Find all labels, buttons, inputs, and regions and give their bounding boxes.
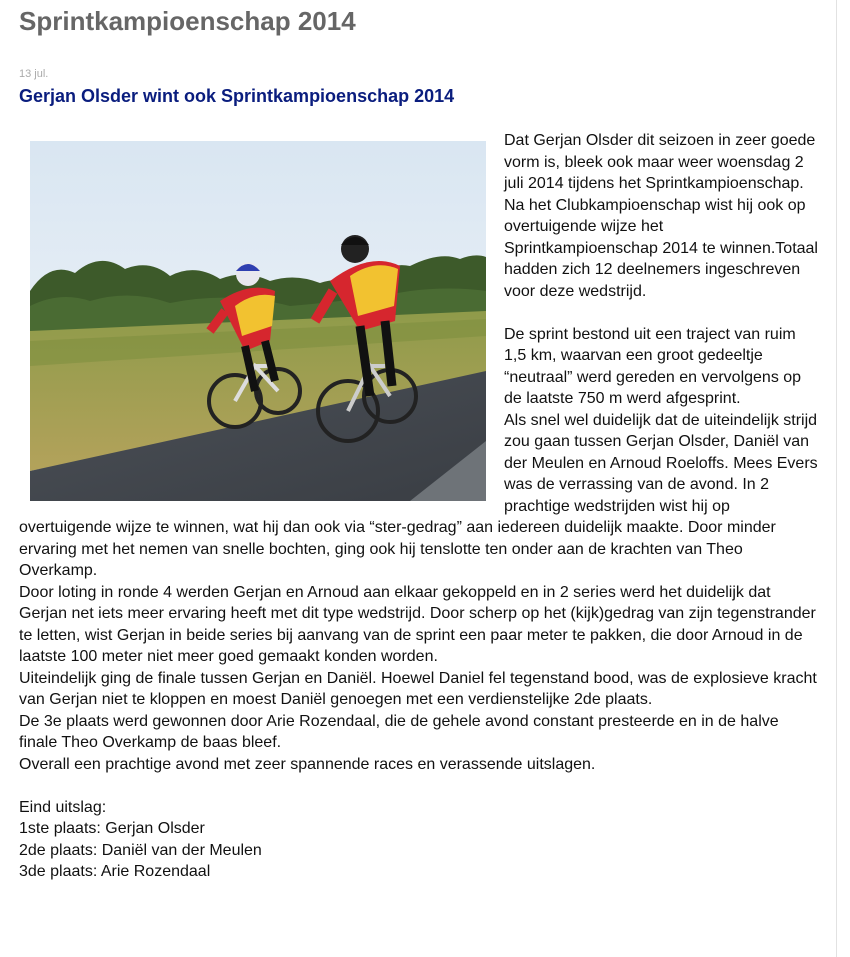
paragraph-5: Uiteindelijk ging de finale tussen Gerjan en Daniël. Hoewel Daniel fel tegenstand bood, was de explosieve kracht van Gerjan niet te kloppen en moest Daniël genoegen met een verdienstelijke 2de plaats. [19,669,817,708]
paragraph-2: De sprint bestond uit een traject van ruim 1,5 km, waarvan een groot gedeeltje “neutraal” werd gereden en vervolgens op de laatste 750 m werd afgesprint. [504,325,802,407]
paragraph-4: Door loting in ronde 4 werden Gerjan en Arnoud aan elkaar gekoppeld en in 2 series werd het duidelijk dat Gerjan net iets meer ervaring heeft met dit type wedstrijd. Door scherp op het (kijk)gedrag van zijn tegenstrander te letten, wist Gerjan in beide series bij aanvang van de sprint een paar meter te pakken, die door Arnoud in de laatste 100 meter niet meer goed gemaakt konden worden. [19,583,816,665]
result-third: 3de plaats: Arie Rozendaal [19,863,211,880]
paragraph-1: Dat Gerjan Olsder dit seizoen in zeer goede vorm is, bleek ook maar weer woensdag 2 juli 2014 tijdens het Sprintkampioenschap. Na het Clubkampioenschap wist hij ook op overtuigende wijze het Sprintkampioenschap 2014 te winnen.Totaal hadden zich 12 deelnemers ingeschreven voor deze wedstrijd. [504,132,818,300]
result-second: 2de plaats: Daniël van der Meulen [19,841,262,859]
article-title-link[interactable]: Gerjan Olsder wint ook Sprintkampioenschap 2014 [19,86,455,106]
article-body [19,130,819,883]
paragraph-6: De 3e plaats werd gewonnen door Arie Rozendaal, die de gehele avond constant presteerde en in de halve finale Theo Overkamp de baas bleef. [19,712,779,751]
paragraph-7: Overall een prachtige avond met zeer spannende races en verassende uitslagen. [19,755,596,773]
page-title: Sprintkampioenschap 2014 [19,6,356,36]
result-first: 1ste plaats: Gerjan Olsder [19,820,205,837]
cycling-photo [30,141,486,501]
paragraph-3: Als snel wel duidelijk dat de uiteindelijk strijd zou gaan tussen Gerjan Olsder, Daniël van der Meulen en Arnoud Roeloffs. Mees Evers was de verrassing van de avond. In 2 prachtige wedstrijden wist hij op overtuigende wijze te winnen, wat hij dan ook via “ster-gedrag” aan iedereen duidelijk maakte. Door minder ervaring met het nemen van snelle bochten, ging ook hij tenslotte ten onder aan de krachten van Theo Overkamp. [19,411,818,579]
article-date: 13 jul. [19,68,49,80]
page-right-border [836,0,837,957]
results-heading: Eind uitslag: [19,798,107,816]
